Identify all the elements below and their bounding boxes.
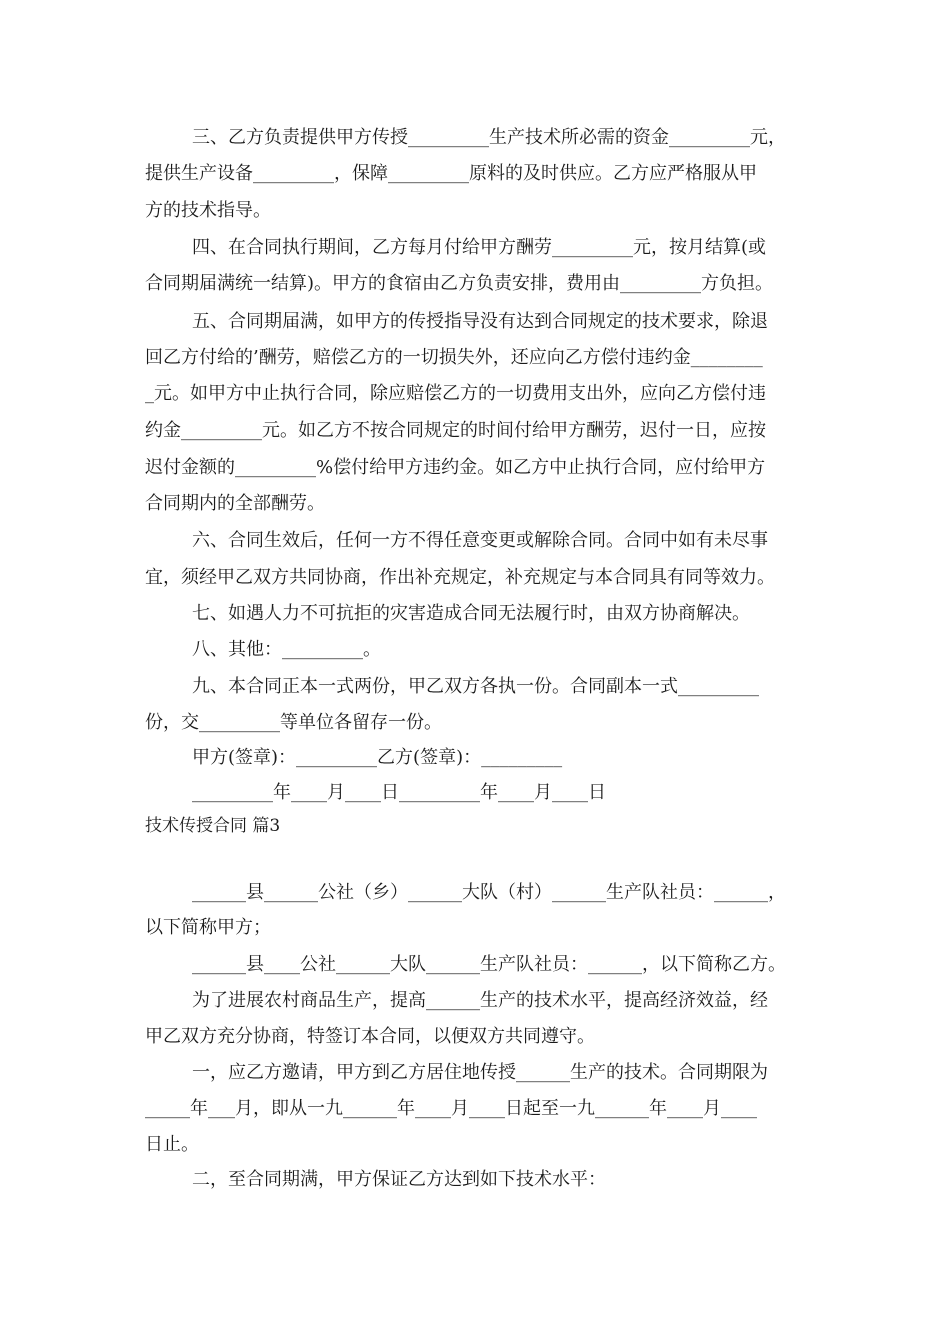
- article-1-line-2: _____年___月，即从一九______年____月____日起至一九______年____月____: [145, 1098, 757, 1119]
- clause-5-line-1: 五、合同期届满，如甲方的传授指导没有达到合同规定的技术要求，除退: [192, 311, 768, 332]
- clause-9-line-2: 份，交_________等单位各留存一份。: [145, 712, 442, 733]
- clause-8: 八、其他：_________。: [192, 639, 381, 660]
- clause-6-line-1: 六、合同生效后，任何一方不得任意变更或解除合同。合同中如有未尽事: [192, 530, 768, 551]
- section-heading: 技术传授合同 篇3: [145, 816, 281, 836]
- clause-4-line-1: 四、在合同执行期间，乙方每月付给甲方酬劳_________元，按月结算(或: [192, 237, 767, 258]
- purpose-line-2: 甲乙双方充分协商，特签订本合同，以便双方共同遵守。: [145, 1026, 595, 1047]
- party-b-line: ______县____公社______大队______生产队社员：______，以下简称乙方。: [192, 954, 786, 975]
- article-1-line-3: 日止。: [145, 1134, 199, 1155]
- clause-5-line-6: 合同期内的全部酬劳。: [145, 493, 325, 514]
- article-2-line-1: 二，至合同期满，甲方保证乙方达到如下技术水平：: [192, 1169, 606, 1190]
- clause-5-line-5: 迟付金额的_________%偿付给甲方违约金。如乙方中止执行合同，应付给甲方: [145, 457, 766, 478]
- purpose-line-1: 为了进展农村商品生产，提高______生产的技术水平，提高经济效益，经: [192, 990, 768, 1011]
- clause-5-line-3: _元。如甲方中止执行合同，除应赔偿乙方的一切费用支出外，应向乙方偿付违: [145, 383, 766, 404]
- clause-5-line-4: 约金_________元。如乙方不按合同规定的时间付给甲方酬劳，迟付一日，应按: [145, 420, 766, 441]
- signature-line: 甲方(签章)：_________乙方(签章)：_________: [192, 747, 563, 768]
- date-line: _________年____月____日_________年____月____日: [192, 782, 606, 803]
- clause-7: 七、如遇人力不可抗拒的灾害造成合同无法履行时，由双方协商解决。: [192, 603, 750, 624]
- clause-3-line-1: 三、乙方负责提供甲方传授_________生产技术所必需的资金_________元，: [192, 127, 786, 148]
- clause-6-line-2: 宜，须经甲乙双方共同协商，作出补充规定，补充规定与本合同具有同等效力。: [145, 567, 775, 588]
- clause-3-line-2: 提供生产设备_________，保障_________原料的及时供应。乙方应严格服从甲: [145, 163, 757, 184]
- clause-5-line-2: 回乙方付给的’酬劳，赔偿乙方的一切损失外，还应向乙方偿付违约金________: [145, 347, 763, 368]
- party-a-line-2: 以下简称甲方；: [145, 917, 271, 938]
- clause-4-line-2: 合同期届满统一结算)。甲方的食宿由乙方负责安排，费用由_________方负担。: [145, 273, 774, 294]
- party-a-line-1: ______县______公社（乡）______大队（村）______生产队社员：______，: [192, 882, 786, 903]
- article-1-line-1: 一，应乙方邀请，甲方到乙方居住地传授______生产的技术。合同期限为: [192, 1062, 768, 1083]
- clause-9-line-1: 九、本合同正本一式两份，甲乙双方各执一份。合同副本一式_________: [192, 676, 759, 697]
- clause-3-line-3: 方的技术指导。: [145, 200, 271, 221]
